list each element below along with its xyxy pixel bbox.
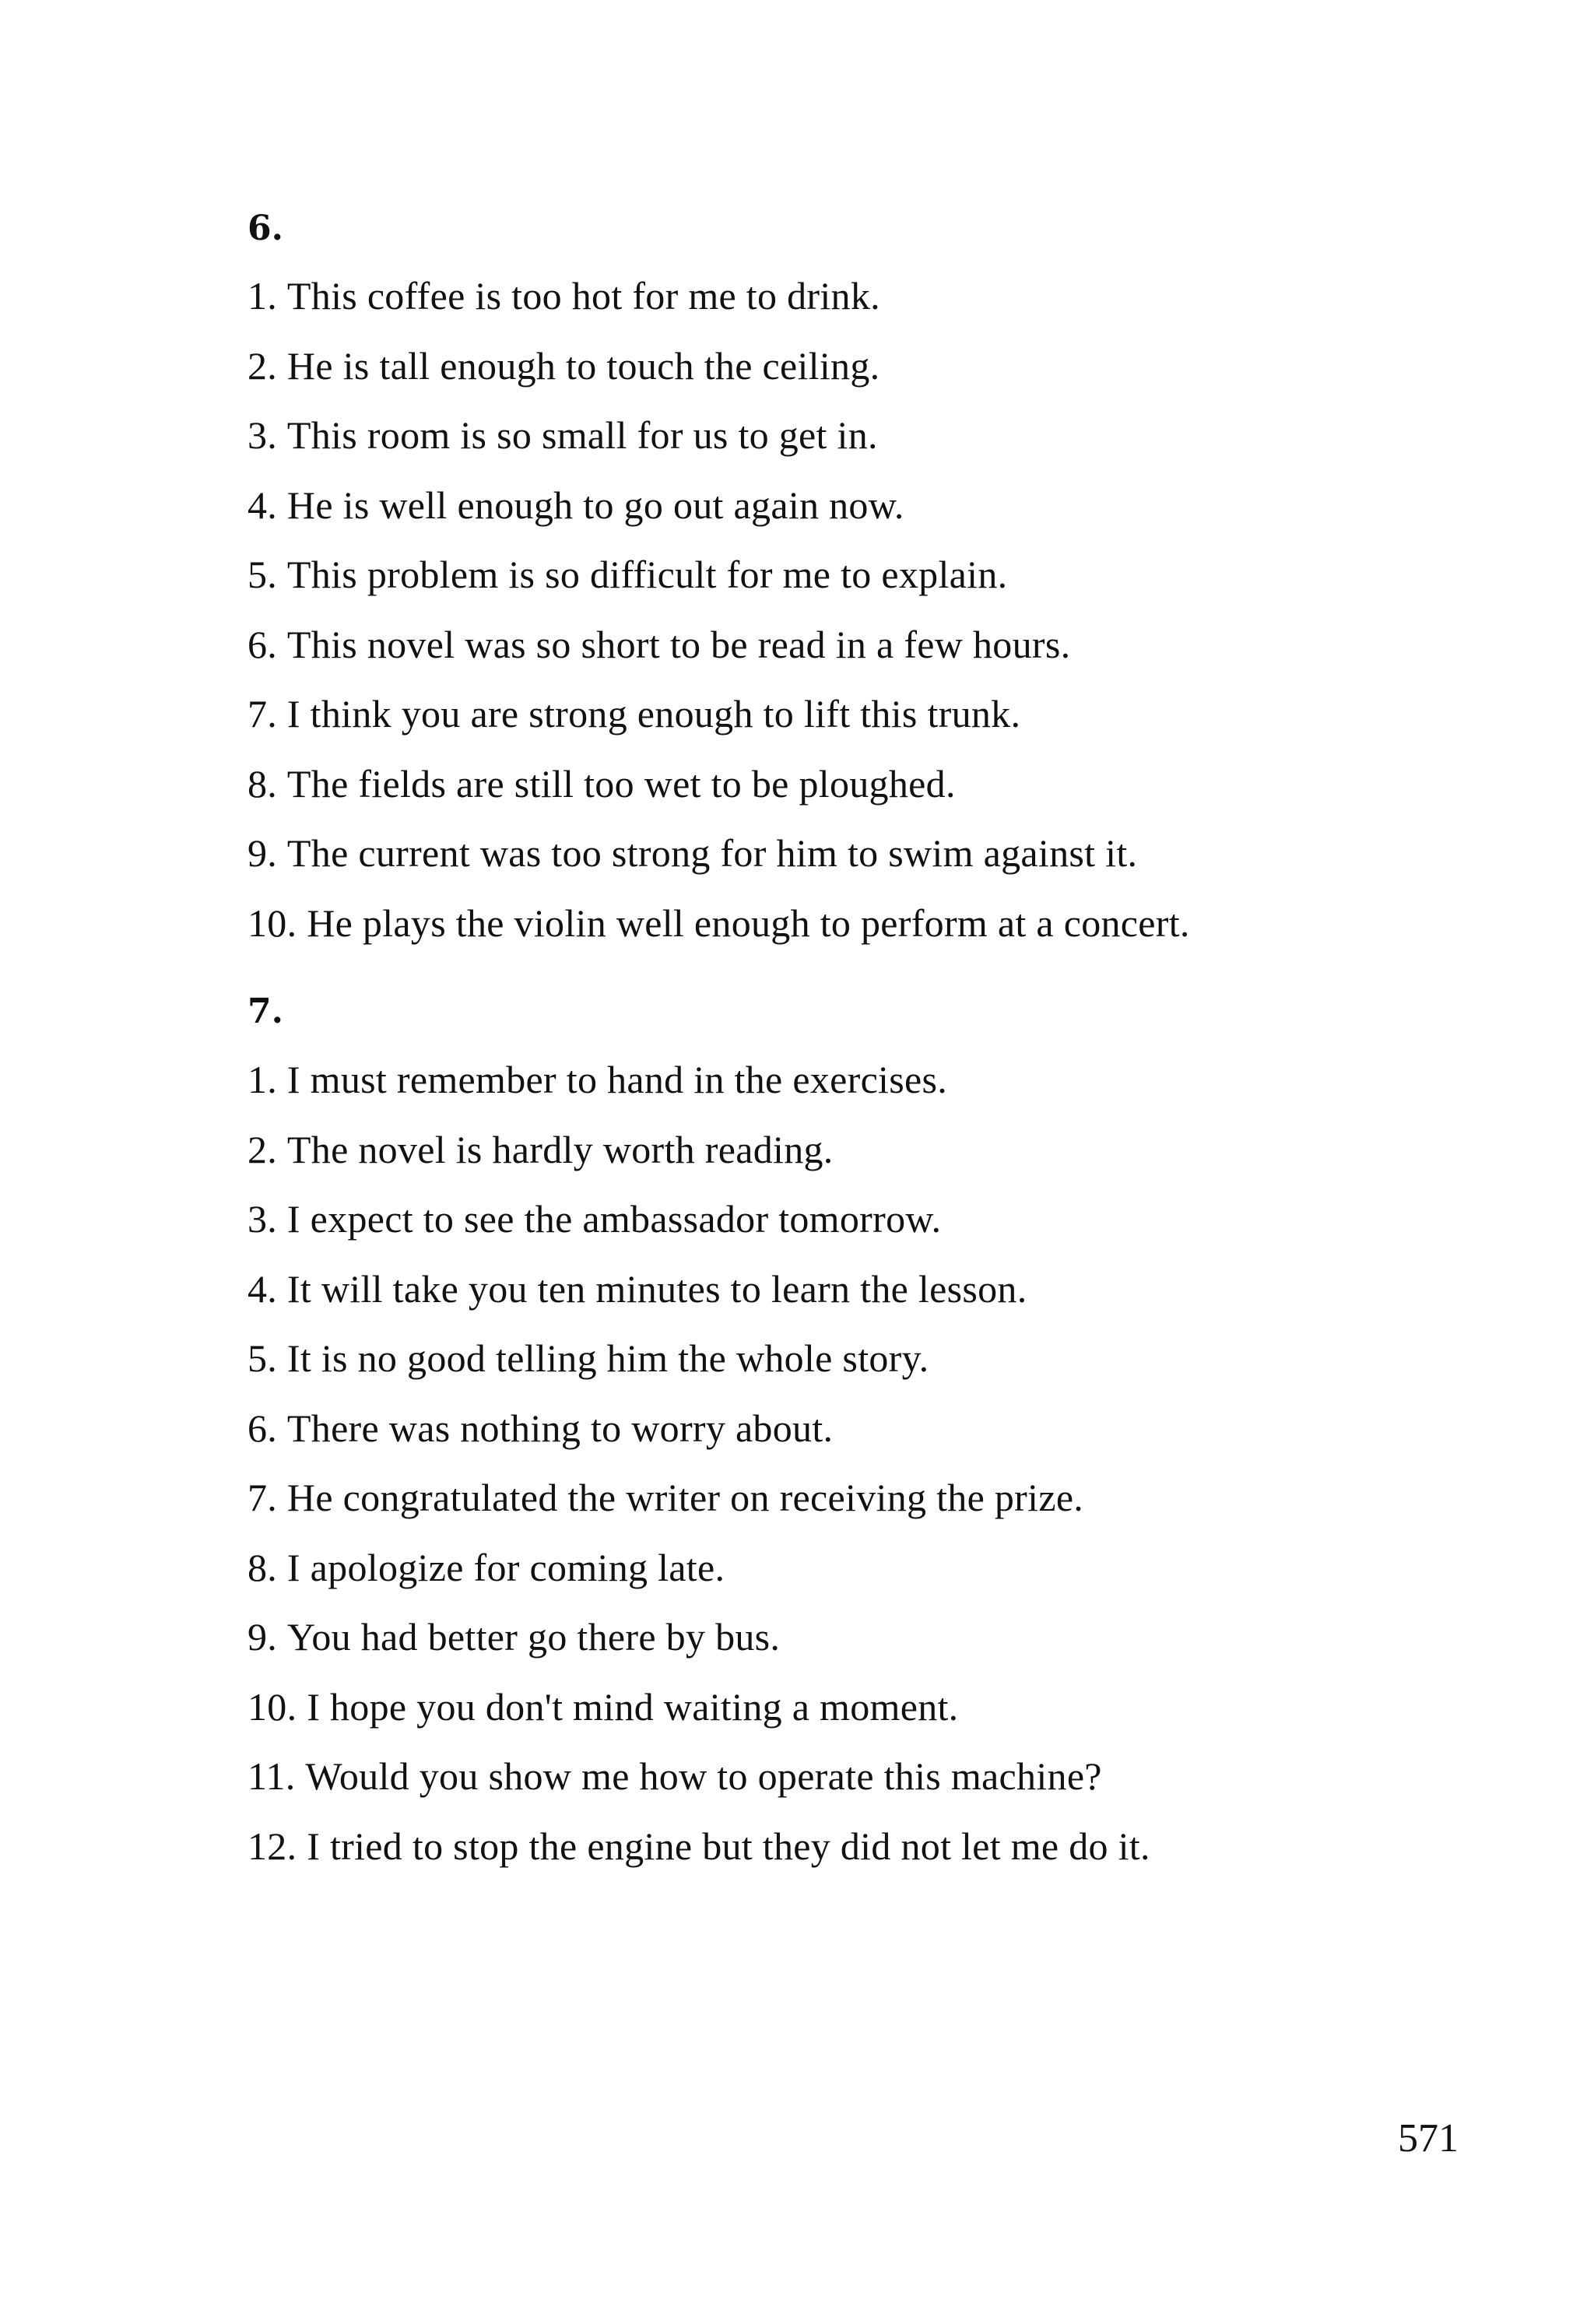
item-text: This problem is so difficult for me to explain. xyxy=(286,553,1008,596)
item-number: 4. xyxy=(248,483,278,527)
list-item xyxy=(248,343,1524,416)
item-number: 7. xyxy=(248,692,278,735)
item-number: 10. xyxy=(248,1684,297,1729)
item-number: 5. xyxy=(248,1336,278,1380)
item-number: 4. xyxy=(248,1266,278,1311)
list-item xyxy=(248,761,1524,834)
item-text: There was nothing to worry about. xyxy=(286,1406,834,1450)
item-text: It will take you ten minutes to learn the lesson. xyxy=(286,1266,1027,1311)
item-number: 9. xyxy=(248,1615,278,1659)
list-item xyxy=(248,1127,1524,1200)
list-item xyxy=(248,1406,1524,1479)
item-text: He congratulated the writer on receiving the prize. xyxy=(286,1476,1084,1519)
list-item xyxy=(248,483,1524,556)
item-number: 5. xyxy=(248,553,278,596)
item-number: 1. xyxy=(248,1058,278,1101)
list-item xyxy=(248,1824,1524,1897)
page-number: 571 xyxy=(1398,2116,1459,2161)
item-number: 3. xyxy=(248,413,278,457)
list-item xyxy=(248,900,1524,974)
list-item xyxy=(248,1336,1524,1409)
list-item xyxy=(248,1478,1524,1548)
item-number: 10. xyxy=(248,900,297,945)
item-number: 3. xyxy=(248,1197,278,1241)
item-text: This coffee is too hot for me to drink. xyxy=(286,274,880,318)
item-text: I think you are strong enough to lift this trunk. xyxy=(286,692,1021,735)
item-text: It is no good telling him the whole story. xyxy=(286,1336,929,1380)
item-text: I expect to see the ambassador tomorrow. xyxy=(286,1197,942,1241)
list-item xyxy=(248,276,1524,346)
item-number: 8. xyxy=(248,1545,278,1589)
list-item xyxy=(248,694,1524,764)
list-item xyxy=(248,1617,1524,1687)
item-text: Would you show me how to operate this machine? xyxy=(305,1754,1102,1798)
item-number: 6. xyxy=(248,1406,278,1450)
list-item xyxy=(248,1545,1524,1618)
list-item xyxy=(248,555,1524,625)
item-text: He is well enough to go out again now. xyxy=(286,483,904,527)
item-text: The current was too strong for him to swim against it. xyxy=(286,831,1138,875)
item-number: 12. xyxy=(248,1824,297,1868)
list-item xyxy=(248,1199,1524,1269)
list-item xyxy=(248,413,1524,486)
item-text: I tried to stop the engine but they did not let me do it. xyxy=(307,1824,1150,1868)
item-text: I must remember to hand in the exercises. xyxy=(286,1058,948,1101)
item-number: 11. xyxy=(248,1754,296,1798)
list-item xyxy=(248,1266,1524,1339)
item-text: The fields are still too wet to be ploughed. xyxy=(286,761,956,806)
item-number: 8. xyxy=(248,761,278,806)
item-number: 9. xyxy=(248,831,278,875)
item-number: 1. xyxy=(248,274,278,318)
item-text: I apologize for coming late. xyxy=(286,1545,725,1589)
exercise-list-6 xyxy=(248,276,1524,973)
item-number: 2. xyxy=(248,1127,278,1171)
item-text: This novel was so short to be read in a few hours. xyxy=(286,622,1071,666)
list-item xyxy=(248,1060,1524,1130)
item-text: You had better go there by bus. xyxy=(286,1615,781,1659)
exercise-list-7 xyxy=(248,1060,1524,1896)
item-number: 2. xyxy=(248,343,278,388)
list-item xyxy=(248,1754,1524,1827)
item-text: He is tall enough to touch the ceiling. xyxy=(286,343,880,388)
list-item xyxy=(248,831,1524,904)
list-item xyxy=(248,1684,1524,1757)
item-text: I hope you don't mind waiting a moment. xyxy=(307,1684,959,1729)
item-text: This room is so small for us to get in. xyxy=(286,413,878,457)
list-item xyxy=(248,622,1524,695)
section-heading-6: 6. xyxy=(248,209,283,248)
section-heading-7: 7. xyxy=(248,992,283,1031)
item-number: 7. xyxy=(248,1476,278,1519)
item-text: He plays the violin well enough to perform at a concert. xyxy=(307,900,1190,945)
item-number: 6. xyxy=(248,622,278,666)
item-text: The novel is hardly worth reading. xyxy=(286,1127,834,1171)
